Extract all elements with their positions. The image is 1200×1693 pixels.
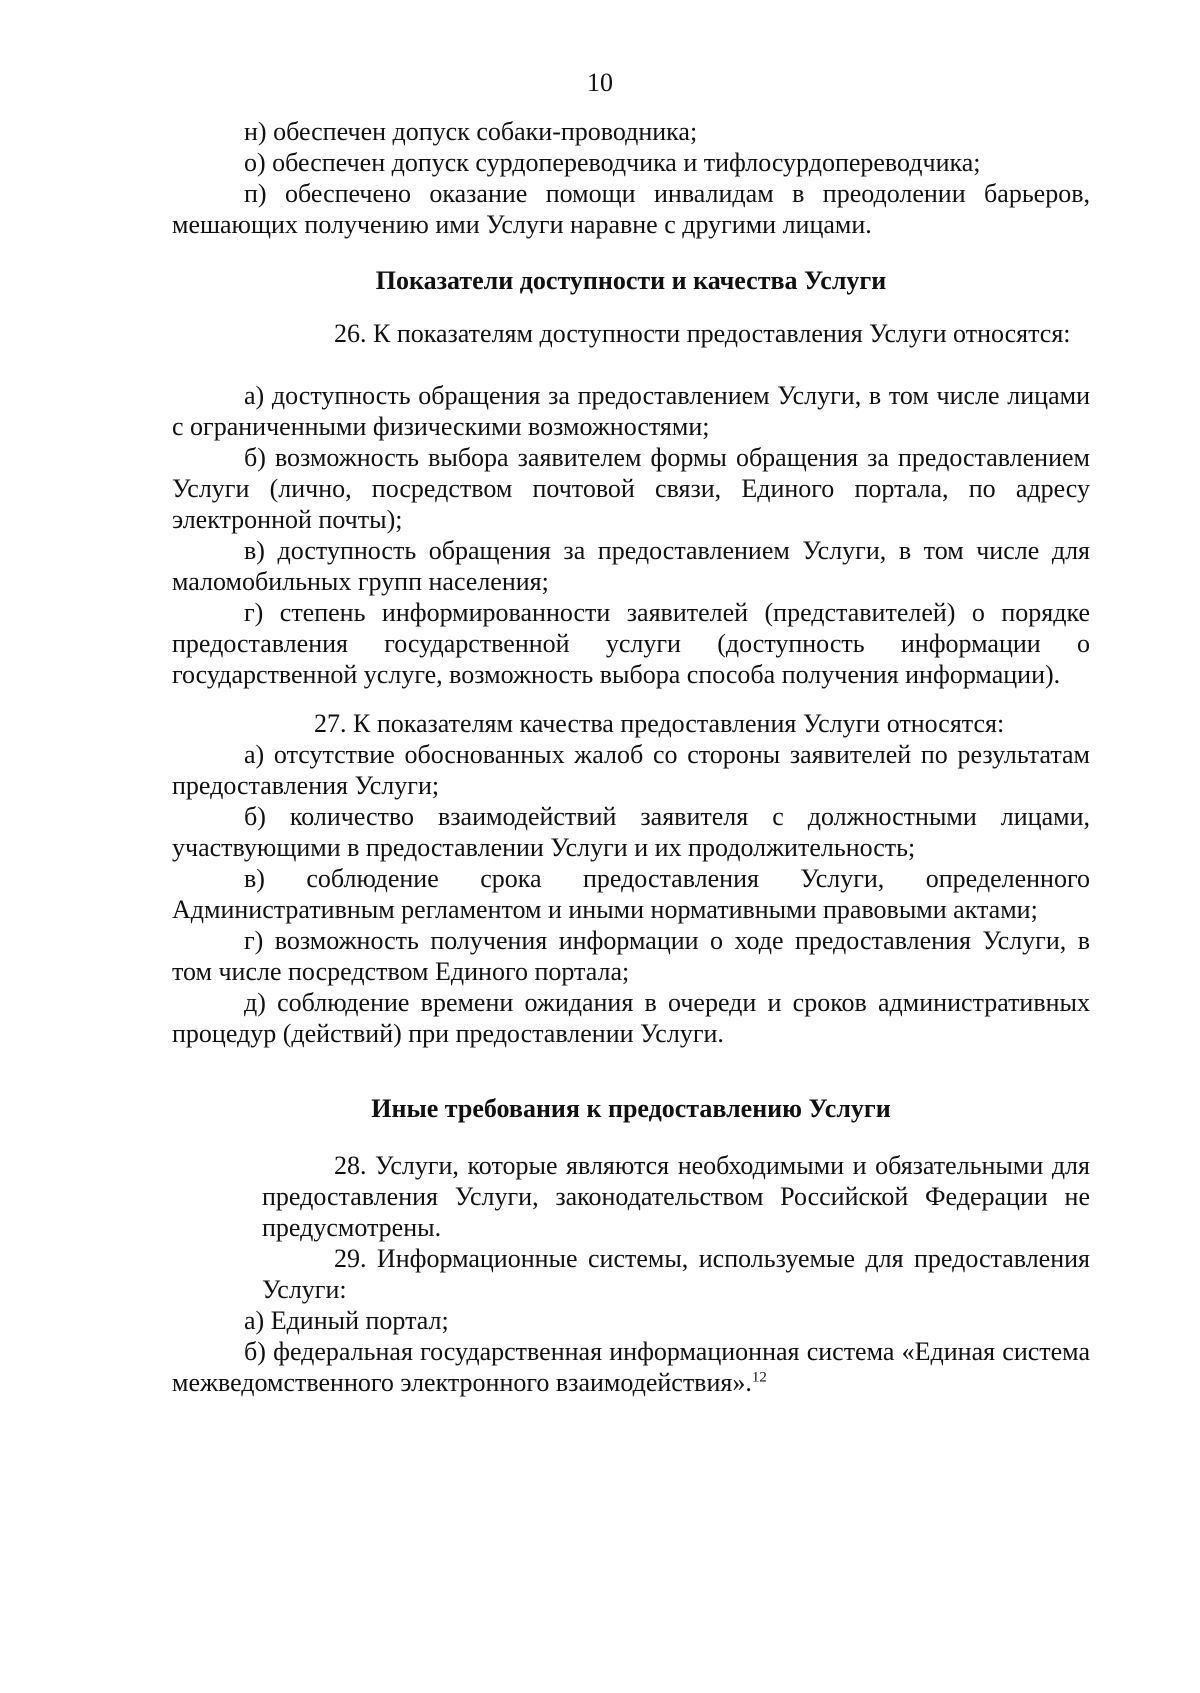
top-list (172, 116, 1090, 240)
list-item: в) соблюдение срока предоставления Услуги, определенного Административным регламентом и иными нормативными правовыми актами; (172, 864, 1090, 924)
list-item: а) отсутствие обоснованных жалоб со стороны заявителей по результатам предоставления Услуги; (172, 740, 1090, 800)
list-item: б) количество взаимодействий заявителя с должностными лицами, участвующими в предоставлении Услуги и их продолжительность; (172, 802, 1090, 862)
list-item: а) Единый портал; (244, 1306, 449, 1335)
paragraph-text: 28. Услуги, которые являются необходимыми и обязательными для предоставления Услуги, законодательством Российской Федерации не предусмотрены. (262, 1151, 1090, 1242)
paragraph-text: 29. Информационные системы, используемые для предоставления Услуги: (262, 1244, 1090, 1304)
paragraph-26-intro (262, 318, 1090, 349)
paragraph-26-items (172, 380, 1090, 690)
paragraph-29-intro (262, 1243, 1090, 1305)
list-item: а) доступность обращения за предоставлением Услуги, в том числе лицами с ограниченными физическими возможностями; (172, 381, 1090, 441)
paragraph-text: 27. К показателям качества предоставления Услуги относятся: (314, 709, 1005, 738)
list-item: в) доступность обращения за предоставлением Услуги, в том числе для маломобильных групп населения; (172, 536, 1090, 596)
list-item: н) обеспечен допуск собаки-проводника; (244, 117, 698, 146)
paragraph-text: 26. К показателям доступности предоставления Услуги относятся: (334, 319, 1071, 348)
list-item-text: б) федеральная государственная информационная система «Единая система межведомственного электронного взаимодействия». (172, 1337, 1090, 1397)
list-item: д) соблюдение времени ожидания в очереди и сроков административных процедур (действий) при предоставлении Услуги. (172, 988, 1090, 1048)
section-heading-other-requirements: Иные требования к предоставлению Услуги (371, 1094, 891, 1123)
page-number: 10 (587, 68, 613, 97)
list-item: г) возможность получения информации о ходе предоставления Услуги, в том числе посредством Единого портала; (172, 926, 1090, 986)
paragraph-29-items (172, 1305, 1090, 1398)
list-item (172, 1336, 1090, 1398)
list-item: г) степень информированности заявителей (представителей) о порядке предоставления государственной услуги (доступность информации о государственной услуге, возможность выбора способа получения информации). (172, 598, 1090, 689)
paragraph-27 (172, 708, 1090, 1049)
list-item: п) обеспечено оказание помощи инвалидам в преодолении барьеров, мешающих получению ими Услуги наравне с другими лицами. (172, 179, 1090, 239)
list-item: о) обеспечен допуск сурдопереводчика и тифлосурдопереводчика; (244, 148, 981, 177)
footnote-reference: 12 (751, 1369, 767, 1386)
paragraph-28 (262, 1150, 1090, 1243)
section-heading-accessibility: Показатели доступности и качества Услуги (375, 266, 887, 295)
list-item: б) возможность выбора заявителем формы обращения за предоставлением Услуги (лично, посредством почтовой связи, Единого портала, по адресу электронной почты); (172, 443, 1090, 534)
